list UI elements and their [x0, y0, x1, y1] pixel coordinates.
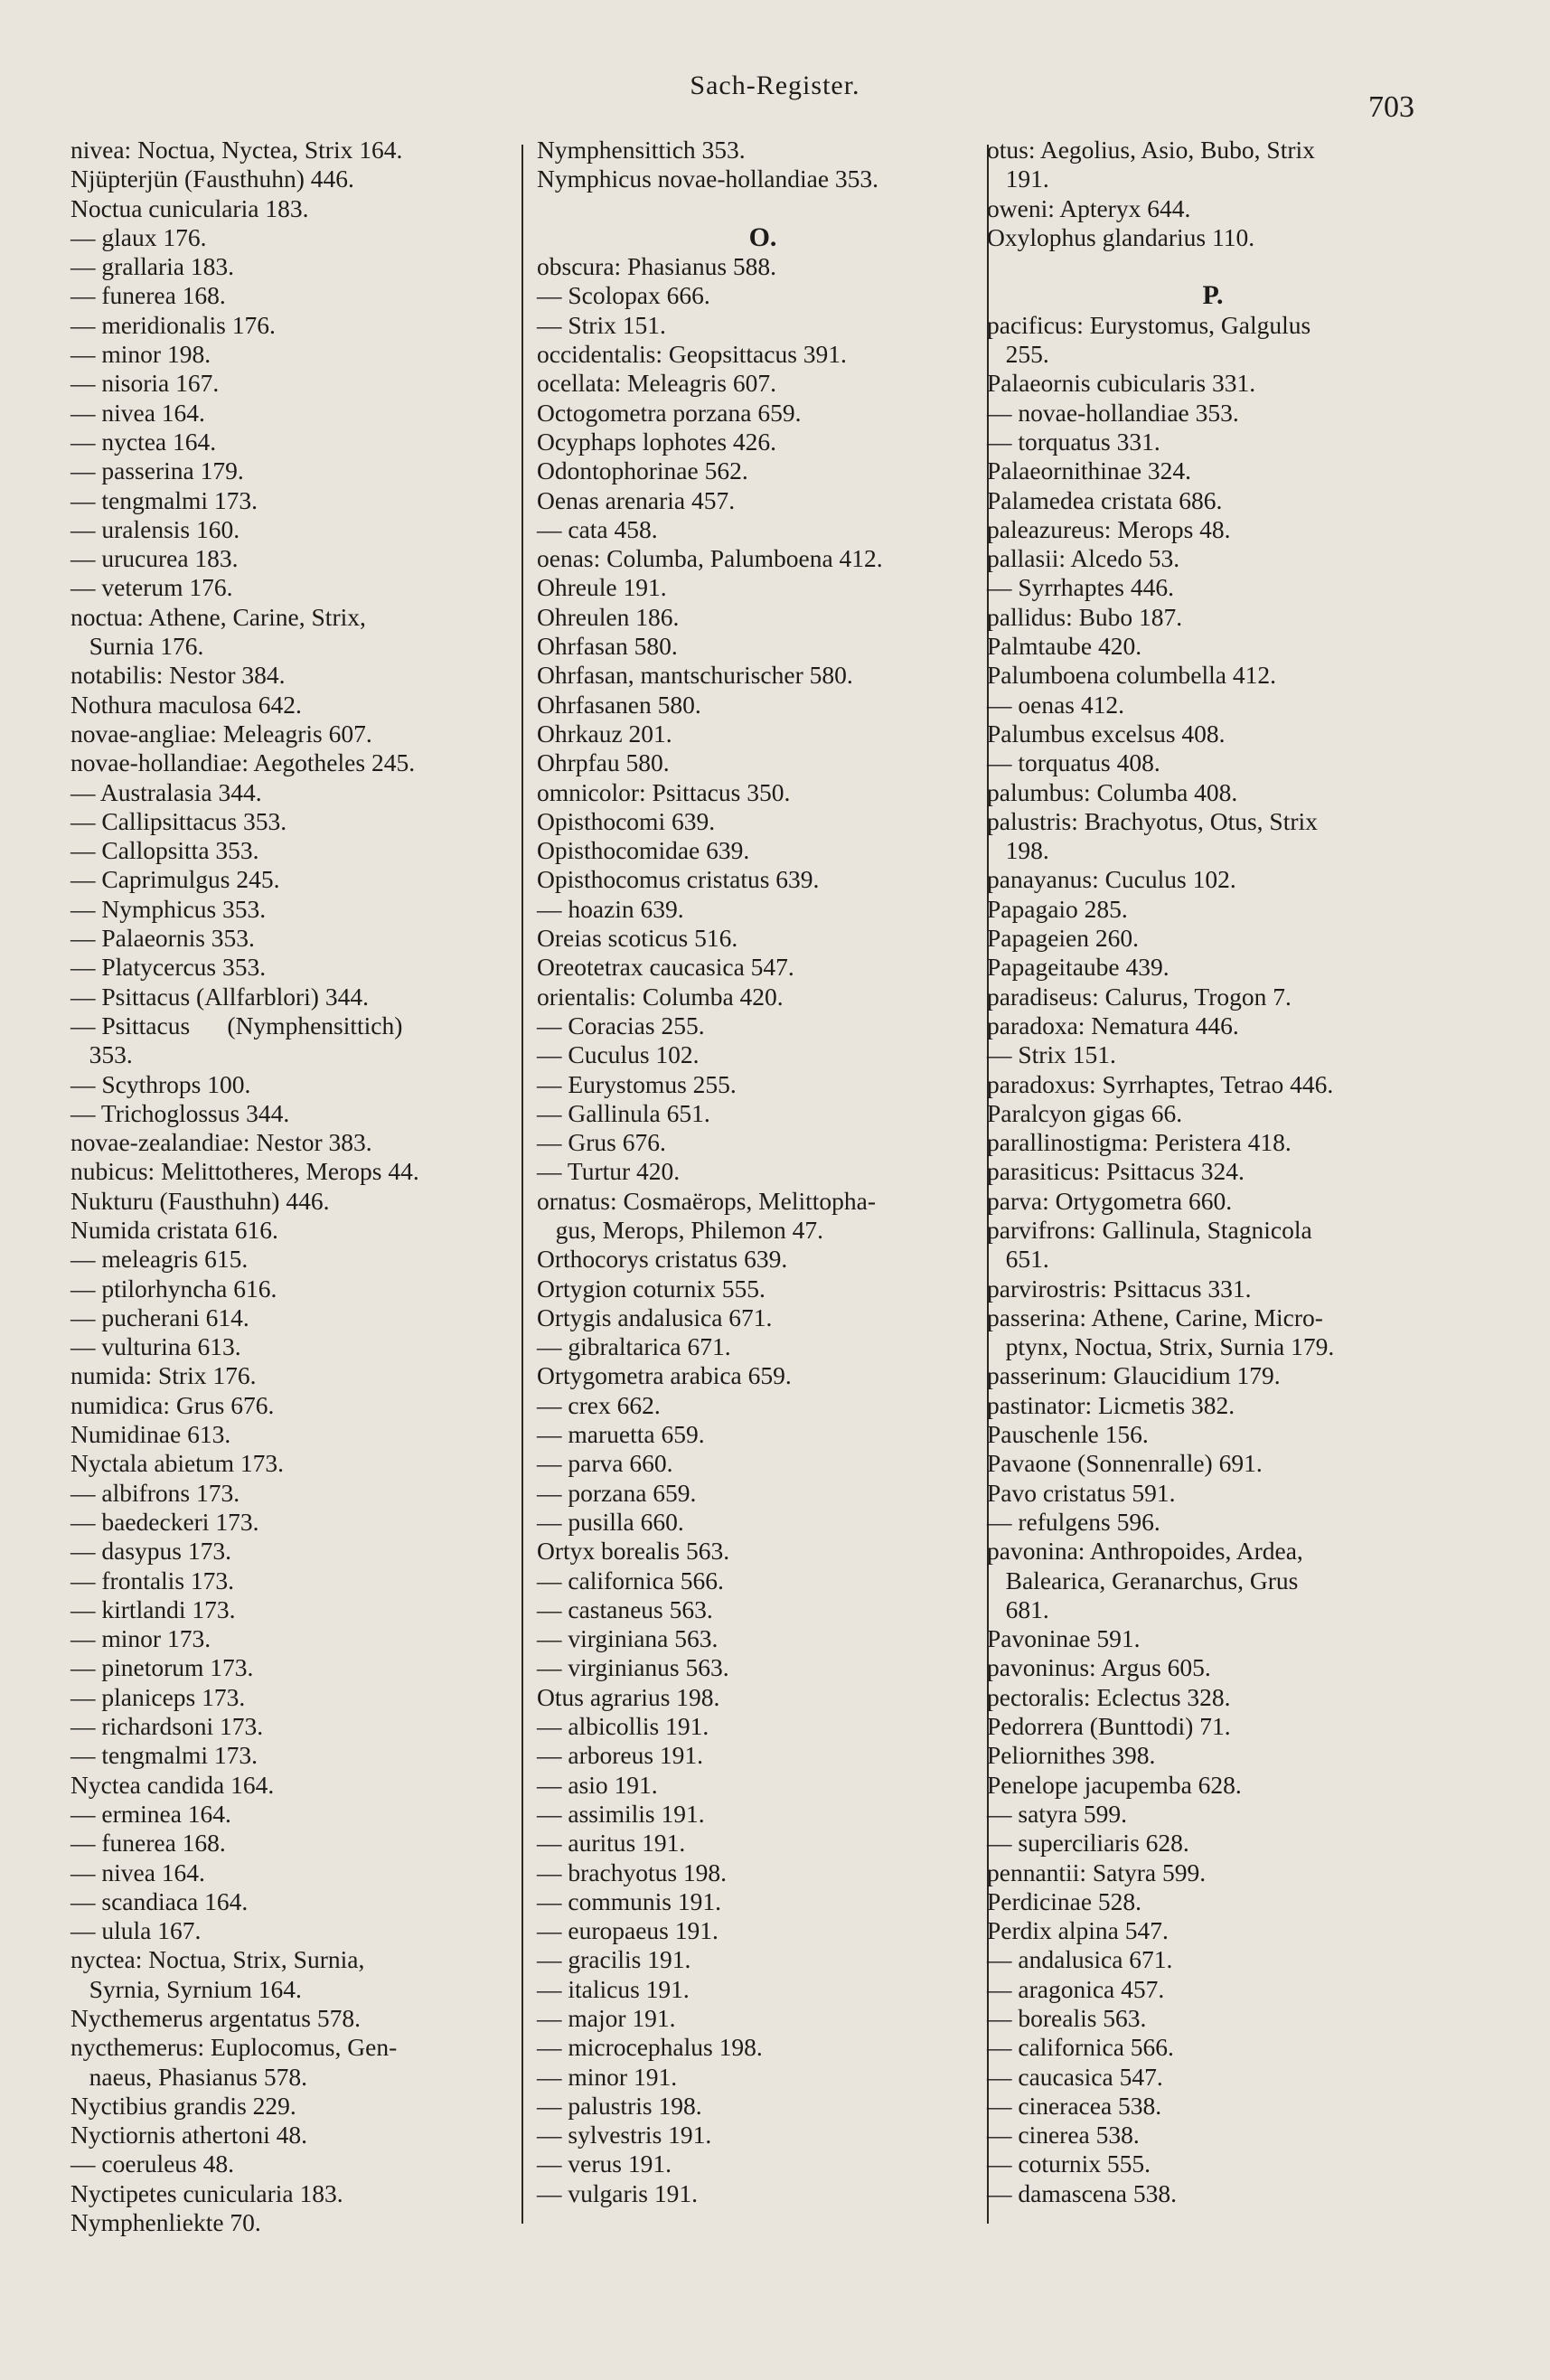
index-entry: notabilis: Nestor 384. [70, 661, 286, 690]
index-entry: Ohreule 191. [537, 573, 667, 602]
index-entry: oweni: Apteryx 644. [987, 193, 1191, 222]
index-entry: gus, Merops, Philemon 47. [537, 1215, 824, 1244]
index-entry: Palaeornis cubicularis 331. [987, 369, 1256, 398]
index-entry: — uralensis 160. [70, 514, 240, 543]
index-entry: — Turtur 420. [537, 1157, 681, 1186]
index-entry: — planiceps 173. [70, 1682, 246, 1711]
index-entry: — auritus 191. [537, 1829, 686, 1858]
index-entry: — vulturina 613. [70, 1332, 241, 1361]
index-entry: Opisthocomus cristatus 639. [537, 865, 820, 894]
index-entry: — damascena 538. [987, 2178, 1177, 2207]
index-entry: — Scythrops 100. [70, 1069, 251, 1098]
index-entry: orientalis: Columba 420. [537, 982, 784, 1011]
index-entry: Numida cristata 616. [70, 1215, 278, 1244]
index-entry: — californica 566. [537, 1566, 724, 1595]
index-entry: paradoxus: Syrrhaptes, Tetrao 446. [987, 1069, 1334, 1098]
index-entry: — castaneus 563. [537, 1595, 713, 1623]
index-entry: Ortyx borealis 563. [537, 1537, 730, 1566]
index-entry: parvifrons: Gallinula, Stagnicola [987, 1215, 1312, 1244]
index-entry: Nyctea candida 164. [70, 1770, 275, 1799]
index-entry: Opisthocomidae 639. [537, 836, 750, 865]
index-entry: Ohrfasan 580. [537, 632, 678, 661]
index-entry: Balearica, Geranarchus, Grus [987, 1566, 1299, 1595]
index-entry: — Psittacus (Allfarblori) 344. [70, 982, 369, 1011]
index-entry: paleazureus: Merops 48. [987, 514, 1231, 543]
index-entry: palustris: Brachyotus, Otus, Strix [987, 806, 1318, 835]
index-column-1 [70, 136, 522, 2237]
index-entry: — aragonica 457. [987, 1974, 1165, 2003]
index-entry: Nymphicus novae-hollandiae 353. [537, 165, 879, 193]
index-entry: — refulgens 596. [987, 1507, 1160, 1536]
index-entry: — sylvestris 191. [537, 2121, 712, 2150]
index-entry: — veterum 176. [70, 573, 233, 602]
index-entry: — gracilis 191. [537, 1945, 691, 1974]
index-entry: parallinostigma: Peristera 418. [987, 1128, 1292, 1157]
index-entry: — pusilla 660. [537, 1507, 684, 1536]
index-entry: novae-zealandiae: Nestor 383. [70, 1128, 372, 1157]
index-entry: 651. [987, 1245, 1049, 1274]
index-entry: — borealis 563. [987, 2004, 1147, 2032]
index-entry: — parva 660. [537, 1449, 673, 1478]
index-entry: — crex 662. [537, 1390, 661, 1419]
index-entry: noctua: Athene, Carine, Strix, [70, 602, 366, 631]
index-entry: — Australasia 344. [70, 777, 262, 806]
index-entry: Nymphensittich 353. [537, 136, 746, 164]
index-entry: Pavo cristatus 591. [987, 1478, 1176, 1507]
index-entry: — glaux 176. [70, 222, 207, 251]
index-entry: nubicus: Melittotheres, Merops 44. [70, 1157, 419, 1186]
index-entry: naeus, Phasianus 578. [70, 2062, 307, 2091]
index-entry: occidentalis: Geopsittacus 391. [537, 340, 847, 369]
index-entry: — urucurea 183. [70, 544, 239, 573]
index-entry: — Cuculus 102. [537, 1040, 700, 1069]
index-entry: pavoninus: Argus 605. [987, 1653, 1211, 1682]
index-entry: — italicus 191. [537, 1974, 690, 2003]
index-entry: — baedeckeri 173. [70, 1507, 259, 1536]
index-entry: — minor 198. [70, 340, 211, 369]
index-entry: — Psittacus (Nymphensittich) [70, 1011, 403, 1039]
index-entry: obscura: Phasianus 588. [537, 252, 777, 281]
spacer [537, 194, 989, 223]
index-entry: Palumboena columbella 412. [987, 661, 1276, 690]
index-entry: paradoxa: Nematura 446. [987, 1011, 1239, 1039]
index-entry: — Gallinula 651. [537, 1098, 710, 1127]
index-entry: ornatus: Cosmaërops, Melittopha- [537, 1186, 877, 1215]
index-entry: — meridionalis 176. [70, 310, 276, 339]
index-entry: Nymphenliekte 70. [70, 2208, 261, 2237]
page-header: Sach-Register. [690, 71, 860, 100]
index-entry: pennantii: Satyra 599. [987, 1858, 1207, 1886]
index-entry: — nyctea 164. [70, 427, 217, 456]
index-entry: — gibraltarica 671. [537, 1332, 731, 1361]
index-entry: — porzana 659. [537, 1478, 697, 1507]
index-entry: — minor 191. [537, 2062, 678, 2091]
index-entry: Pauschenle 156. [987, 1420, 1149, 1449]
index-entry: Ortygometra arabica 659. [537, 1361, 792, 1390]
index-entry: — Scolopax 666. [537, 281, 710, 310]
index-entry: palumbus: Columba 408. [987, 777, 1238, 806]
index-entry: — albicollis 191. [537, 1712, 709, 1741]
index-entry: Oxylophus glandarius 110. [987, 222, 1255, 251]
index-entry: — meleagris 615. [70, 1245, 249, 1274]
index-entry: Octogometra porzana 659. [537, 398, 802, 427]
index-entry: novae-angliae: Meleagris 607. [70, 719, 372, 748]
index-entry: Ohrpfau 580. [537, 748, 670, 777]
index-entry: — grallaria 183. [70, 252, 234, 281]
index-entry: panayanus: Cuculus 102. [987, 865, 1236, 894]
index-entry: — arboreus 191. [537, 1741, 704, 1770]
index-entry: Palaeornithinae 324. [987, 456, 1192, 485]
index-entry: Pavaone (Sonnenralle) 691. [987, 1449, 1263, 1478]
index-entry: parasiticus: Psittacus 324. [987, 1157, 1245, 1186]
index-entry: Palmtaube 420. [987, 632, 1142, 661]
index-column-2 [537, 136, 989, 2228]
index-entry: Nycthemerus argentatus 578. [70, 2004, 362, 2032]
index-entry: — Syrrhaptes 446. [987, 573, 1174, 602]
index-entry: — funerea 168. [70, 1829, 226, 1858]
index-entry: — satyra 599. [987, 1799, 1128, 1828]
index-entry: nycthemerus: Euplocomus, Gen- [70, 2033, 398, 2062]
index-entry: — pinetorum 173. [70, 1653, 254, 1682]
index-entry: pectoralis: Eclectus 328. [987, 1682, 1231, 1711]
index-entry: Nyctipetes cunicularia 183. [70, 2178, 343, 2207]
index-entry: — hoazin 639. [537, 894, 684, 923]
index-entry: — scandiaca 164. [70, 1886, 249, 1915]
index-entry: — oenas 412. [987, 690, 1124, 719]
index-entry: — cineracea 538. [987, 2091, 1162, 2120]
index-entry: — nisoria 167. [70, 369, 220, 398]
index-entry: — superciliaris 628. [987, 1829, 1189, 1858]
index-entry: otus: Aegolius, Asio, Bubo, Strix [987, 136, 1315, 164]
index-entry: — Eurystomus 255. [537, 1069, 737, 1098]
index-entry: nyctea: Noctua, Strix, Surnia, [70, 1945, 365, 1974]
index-entry: 198. [987, 836, 1049, 865]
index-entry: ptynx, Noctua, Strix, Surnia 179. [987, 1332, 1335, 1361]
index-entry: — novae-hollandiae 353. [987, 398, 1239, 427]
index-entry: — communis 191. [537, 1886, 721, 1915]
index-entry: Nyctala abietum 173. [70, 1449, 284, 1478]
index-entry: — passerina 179. [70, 456, 244, 485]
index-entry: — virginianus 563. [537, 1653, 729, 1682]
index-entry: Perdix alpina 547. [987, 1916, 1169, 1945]
index-entry: Nothura maculosa 642. [70, 690, 302, 719]
index-entry: — minor 173. [70, 1624, 211, 1653]
index-entry: — Strix 151. [987, 1040, 1116, 1069]
index-entry: — Palaeornis 353. [70, 924, 255, 953]
index-entry: — cinerea 538. [987, 2121, 1140, 2150]
index-entry: — frontalis 173. [70, 1566, 235, 1595]
index-entry: Ortygion coturnix 555. [537, 1274, 766, 1303]
index-entry: — funerea 168. [70, 281, 226, 310]
index-entry: Opisthocomi 639. [537, 806, 716, 835]
index-entry: — Callopsitta 353. [70, 836, 259, 865]
spacer [987, 252, 1439, 281]
index-entry: — virginiana 563. [537, 1624, 719, 1653]
index-entry: Paralcyon gigas 66. [987, 1098, 1183, 1127]
index-entry: — nivea 164. [70, 1858, 205, 1886]
index-entry: pavonina: Anthropoides, Ardea, [987, 1537, 1303, 1566]
index-entry: — vulgaris 191. [537, 2178, 698, 2207]
index-entry: parva: Ortygometra 660. [987, 1186, 1233, 1215]
index-entry: Palamedea cristata 686. [987, 485, 1223, 514]
index-entry: pacificus: Eurystomus, Galgulus [987, 310, 1311, 339]
index-entry: Orthocorys cristatus 639. [537, 1245, 788, 1274]
index-entry: nivea: Noctua, Nyctea, Strix 164. [70, 136, 403, 164]
index-entry: — europaeus 191. [537, 1916, 719, 1945]
index-entry: pastinator: Licmetis 382. [987, 1390, 1235, 1419]
index-entry: — asio 191. [537, 1770, 658, 1799]
section-letter: O. [748, 221, 777, 252]
index-entry: 191. [987, 165, 1049, 193]
index-entry: Pedorrera (Bunttodi) 71. [987, 1712, 1231, 1741]
page-number: 703 [1368, 90, 1414, 124]
index-entry: — major 191. [537, 2004, 676, 2032]
index-entry: Papagaio 285. [987, 894, 1128, 923]
index-entry: novae-hollandiae: Aegotheles 245. [70, 748, 416, 777]
index-entry: — maruetta 659. [537, 1420, 705, 1449]
index-entry: — brachyotus 198. [537, 1858, 728, 1886]
index-entry: Ohrfasanen 580. [537, 690, 701, 719]
index-entry: — Platycercus 353. [70, 953, 267, 982]
index-entry: Ocyphaps lophotes 426. [537, 427, 777, 456]
index-entry: — nivea 164. [70, 398, 205, 427]
index-entry: — cata 458. [537, 514, 658, 543]
index-entry: — Coracias 255. [537, 1011, 705, 1039]
index-entry: — dasypus 173. [70, 1537, 231, 1566]
index-entry: pallidus: Bubo 187. [987, 602, 1183, 631]
index-entry: Oreias scoticus 516. [537, 924, 738, 953]
index-entry: — Caprimulgus 245. [70, 865, 280, 894]
index-entry: Ohrfasan, mantschurischer 580. [537, 661, 853, 690]
index-entry: — ulula 167. [70, 1916, 202, 1945]
index-column-3 [987, 136, 1439, 2228]
index-entry: Otus agrarius 198. [537, 1682, 720, 1711]
index-entry: Ortygis andalusica 671. [537, 1303, 773, 1331]
index-entry: passerinum: Glaucidium 179. [987, 1361, 1281, 1390]
index-entry: Oenas arenaria 457. [537, 485, 736, 514]
index-entry: Nyctibius grandis 229. [70, 2091, 296, 2120]
index-entry: Nukturu (Fausthuhn) 446. [70, 1186, 330, 1215]
index-entry: — richardsoni 173. [70, 1712, 264, 1741]
index-entry: parvirostris: Psittacus 331. [987, 1274, 1252, 1303]
index-entry: — californica 566. [987, 2033, 1174, 2062]
index-entry: — Nymphicus 353. [70, 894, 267, 923]
index-entry: Ohreulen 186. [537, 602, 680, 631]
index-entry: Pavoninae 591. [987, 1624, 1141, 1653]
index-entry: — assimilis 191. [537, 1799, 705, 1828]
index-entry: — microcephalus 198. [537, 2033, 763, 2062]
index-entry: oenas: Columba, Palumboena 412. [537, 544, 883, 573]
index-entry: — andalusica 671. [987, 1945, 1173, 1974]
index-entry: passerina: Athene, Carine, Micro- [987, 1303, 1323, 1331]
index-entry: 255. [987, 340, 1049, 369]
index-entry: Numidinae 613. [70, 1420, 231, 1449]
index-entry: 681. [987, 1595, 1049, 1623]
index-entry: — Strix 151. [537, 310, 666, 339]
index-entry: numidica: Grus 676. [70, 1390, 275, 1419]
index-entry: Nyctiornis athertoni 48. [70, 2121, 307, 2150]
section-letter: P. [1202, 280, 1224, 311]
index-entry: 353. [70, 1040, 133, 1069]
index-entry: — caucasica 547. [987, 2062, 1163, 2091]
index-entry: — tengmalmi 173. [70, 485, 258, 514]
index-entry: — Trichoglossus 344. [70, 1098, 290, 1127]
index-entry: Papageien 260. [987, 924, 1140, 953]
index-entry: — erminea 164. [70, 1799, 231, 1828]
index-entry: — Callipsittacus 353. [70, 806, 287, 835]
index-entry: Penelope jacupemba 628. [987, 1770, 1242, 1799]
index-entry: — ptilorhyncha 616. [70, 1274, 277, 1303]
index-entry: — tengmalmi 173. [70, 1741, 258, 1770]
index-entry: Noctua cunicularia 183. [70, 193, 309, 222]
index-entry: pallasii: Alcedo 53. [987, 544, 1180, 573]
index-entry: Ohrkauz 201. [537, 719, 672, 748]
index-entry: Perdicinae 528. [987, 1886, 1142, 1915]
index-entry: — kirtlandi 173. [70, 1595, 236, 1623]
index-entry: Syrnia, Syrnium 164. [70, 1974, 302, 2003]
index-entry: Papageitaube 439. [987, 953, 1170, 982]
index-entry: Odontophorinae 562. [537, 456, 748, 485]
index-entry: numida: Strix 176. [70, 1361, 257, 1390]
index-entry: — verus 191. [537, 2150, 672, 2178]
index-entry: ocellata: Meleagris 607. [537, 369, 776, 398]
index-entry: — pucherani 614. [70, 1303, 249, 1331]
index-entry: omnicolor: Psittacus 350. [537, 777, 791, 806]
index-entry: — torquatus 331. [987, 427, 1160, 456]
index-entry: paradiseus: Calurus, Trogon 7. [987, 982, 1292, 1011]
index-entry: — Grus 676. [537, 1128, 666, 1157]
index-entry: — albifrons 173. [70, 1478, 240, 1507]
index-entry: — palustris 198. [537, 2091, 702, 2120]
index-entry: — coeruleus 48. [70, 2150, 234, 2178]
index-entry: Surnia 176. [70, 632, 204, 661]
index-entry: Oreotetrax caucasica 547. [537, 953, 794, 982]
index-entry: Peliornithes 398. [987, 1741, 1156, 1770]
index-entry: Njüpterjün (Fausthuhn) 446. [70, 165, 354, 193]
index-entry: — torquatus 408. [987, 748, 1160, 777]
index-entry: — coturnix 555. [987, 2150, 1151, 2178]
index-entry: Palumbus excelsus 408. [987, 719, 1226, 748]
